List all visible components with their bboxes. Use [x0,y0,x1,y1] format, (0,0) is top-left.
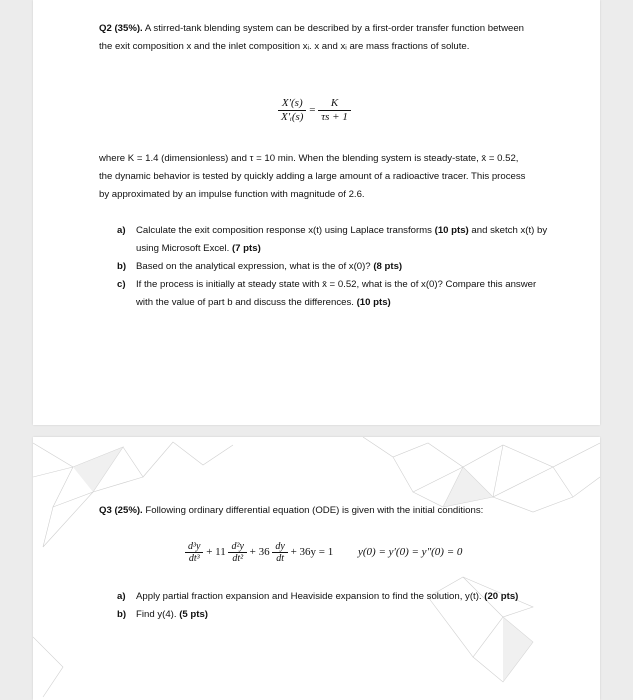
q3-heading: Q3 (25%). [99,505,143,516]
q2-part-a [117,222,549,258]
q3-part-a-points: (20 pts) [484,591,519,602]
q2-intro-paragraph [99,20,531,56]
tf-right-fraction [318,97,351,124]
ode-term-1-numerator: d³y [185,541,203,553]
q3-part-b [117,606,549,624]
tf-right-numerator: K [318,97,351,111]
q3-parts-list [117,588,549,624]
tf-left-denominator: X′ᵢ(s) [281,111,304,123]
q3-part-b-points: (5 pts) [179,609,208,620]
q2-part-a-label: a) [117,225,126,236]
q2-part-b-label: b) [117,261,127,272]
transfer-function-equation [278,97,351,124]
ode-term-2-numerator: d²y [228,541,246,553]
ode-term-1-denominator: dt³ [188,553,200,564]
ode-remainder: + 36y = 1 [290,546,334,559]
q3-part-b-text: Find y(4). [136,609,180,620]
q2-part-b [117,258,549,276]
q2-part-c-label: c) [117,279,126,290]
ode-term-3-denominator: dt [276,553,284,564]
q2-part-b-text: Based on the analytical expression, what is the of x(0)? [136,261,374,272]
document-page-1 [33,0,600,425]
q2-part-c-points: (10 pts) [356,297,391,308]
tf-right-denominator: τs + 1 [321,111,348,123]
q3-part-a [117,588,549,606]
q2-part-a-points: (10 pts) [434,225,469,236]
ode-initial-conditions: y(0) = y′(0) = y″(0) = 0 [358,546,463,559]
q3-intro-paragraph [99,502,531,520]
ode-term-2 [228,541,246,564]
q2-parts-list [117,222,549,312]
ode-coef-36: + 36 [249,546,270,559]
q2-part-a-text2: and sketch x(t) by using Microsoft Excel. [136,225,548,254]
ode-term-2-denominator: dt² [232,553,244,564]
q2-part-b-points: (8 pts) [373,261,403,272]
q3-part-b-label: b) [117,609,127,620]
q2-intro-text: A stirred-tank blending system can be described by a first-order transfer function between the exit composition x and the inlet composition xᵢ. x and xᵢ are mass fractions of solute. [99,23,525,52]
q2-where-paragraph: where K = 1.4 (dimensionless) and τ = 10 min. When the blending system is steady-state, x̄ = 0.52, the dynamic behavior is tested by quickly adding a large amount of a radioactive tracer. This process by approximated by an impulse function with magnitude of 2.6. [99,153,526,200]
ode-term-3-numerator: dy [272,541,287,553]
q2-heading: Q2 (35%). [99,23,143,34]
q3-part-a-label: a) [117,591,126,602]
document-page-2 [33,437,600,700]
q2-part-c-text: If the process is initially at steady state with x̄ = 0.52, what is the of x(0)? Compare this answer with the value of part b and discuss the differences. [136,279,537,308]
q2-part-a-points2: (7 pts) [231,243,261,254]
ode-term-1 [185,541,203,564]
polygon-background-decoration [33,437,600,700]
q2-part-c [117,276,549,312]
tf-equals: = [309,104,316,117]
ode-equation [185,541,462,564]
ode-coef-11: + 11 [206,546,226,559]
q3-part-a-text: Apply partial fraction expansion and Heaviside expansion to find the solution, y(t). [136,591,485,602]
tf-left-fraction [278,97,306,124]
q3-intro-text: Following ordinary differential equation (ODE) is given with the initial conditions: [145,505,484,516]
q2-part-a-text: Calculate the exit composition response x(t) using Laplace transforms [136,225,435,236]
tf-left-numerator: X′(s) [278,97,306,111]
ode-term-3 [272,541,287,564]
